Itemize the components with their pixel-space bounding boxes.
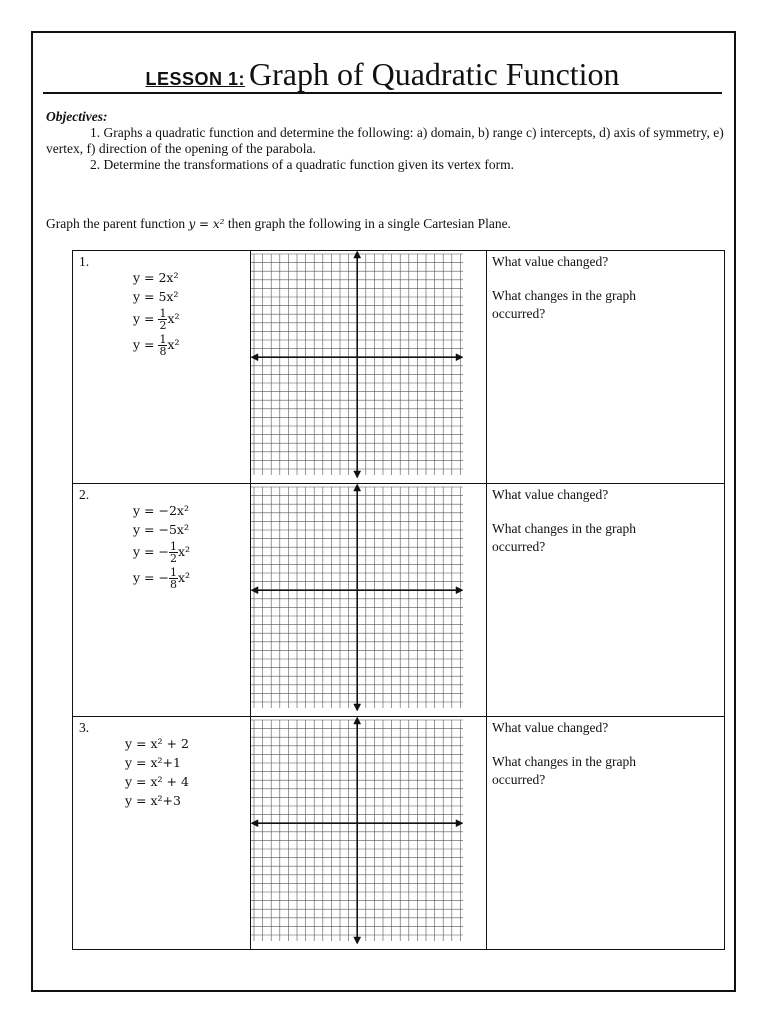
- fraction-denominator: 8: [159, 345, 167, 358]
- objectives-section: [46, 109, 726, 173]
- equation-list: [73, 268, 250, 358]
- equation-prefix: y = −: [133, 570, 169, 585]
- question-graph-changes: What changes in the graph occurred?: [492, 754, 636, 787]
- question-value-changed: What value changed?: [492, 720, 609, 735]
- equation: y = 2x²: [133, 270, 179, 285]
- question-value-changed: What value changed?: [492, 487, 609, 502]
- objective-2: 2. Determine the transformations of a quadratic function given its vertex form.: [90, 157, 514, 172]
- equation-list: [73, 501, 250, 591]
- equation-prefix: y =: [133, 311, 159, 326]
- question-value-changed: What value changed?: [492, 254, 609, 269]
- instruction-before: Graph the parent function: [46, 216, 186, 231]
- exercise-row: [73, 251, 725, 484]
- fraction: [169, 541, 178, 564]
- equations-cell: [73, 717, 251, 950]
- axis-arrow: [456, 820, 463, 827]
- lesson-label: LESSON 1:: [145, 69, 245, 89]
- axis-arrow: [354, 484, 361, 491]
- equation: y = x² + 2: [125, 736, 189, 751]
- fraction-denominator: 8: [169, 578, 177, 591]
- questions-cell: [487, 484, 725, 717]
- equations-cell: [73, 251, 251, 484]
- equation: y = −5x²: [133, 522, 189, 537]
- axis-arrow: [456, 354, 463, 361]
- questions-cell: [487, 717, 725, 950]
- equation: y = x²+3: [125, 793, 181, 808]
- exercise-row: [73, 484, 725, 717]
- axis-arrow: [354, 717, 361, 724]
- fraction-numerator: 1: [169, 540, 177, 553]
- instruction: [46, 216, 511, 232]
- cartesian-grid[interactable]: [251, 717, 463, 949]
- equation: y = −2x²: [133, 503, 189, 518]
- axes: [251, 484, 463, 711]
- exercise-table: [72, 250, 725, 950]
- equation: y = 5x²: [133, 289, 179, 304]
- item-number: 3.: [79, 720, 90, 735]
- graph-cell: [251, 484, 487, 717]
- equation-suffix: x²: [177, 544, 191, 559]
- axis-arrow: [456, 587, 463, 594]
- equation-list: [73, 734, 250, 810]
- equation: [133, 306, 250, 332]
- axis-arrow: [354, 937, 361, 944]
- equation: [133, 332, 250, 358]
- fraction-numerator: 1: [169, 566, 177, 579]
- axis-arrow: [354, 251, 361, 258]
- equation-prefix: y =: [133, 337, 159, 352]
- axis-arrow: [251, 587, 258, 594]
- graph-cell: [251, 717, 487, 950]
- lesson-title-text: Graph of Quadratic Function: [248, 56, 620, 92]
- fraction-denominator: 2: [159, 319, 167, 332]
- cartesian-grid[interactable]: [251, 251, 463, 483]
- item-number: 2.: [79, 487, 90, 502]
- equation: [133, 565, 250, 591]
- fraction-numerator: 1: [159, 307, 167, 320]
- instruction-after: then graph the following in a single Cartesian Plane.: [227, 216, 511, 231]
- graph-cell: [251, 251, 487, 484]
- objective-1: [46, 125, 726, 157]
- fraction-numerator: 1: [159, 333, 167, 346]
- axes: [251, 717, 463, 944]
- fraction-denominator: 2: [169, 552, 177, 565]
- question-graph-changes: What changes in the graph occurred?: [492, 288, 636, 321]
- axis-arrow: [251, 820, 258, 827]
- objective-1-text: 1. Graphs a quadratic function and determine the following: a) domain, b) range c) intercepts, d) axis of symmetry, e) vertex, f) direction of the opening of the parabola.: [46, 125, 724, 156]
- exercise-row: [73, 717, 725, 950]
- objectives-heading: Objectives:: [46, 109, 108, 124]
- equation-suffix: x²: [177, 570, 191, 585]
- axis-arrow: [354, 471, 361, 478]
- title-underline: [43, 92, 722, 94]
- question-graph-changes: What changes in the graph occurred?: [492, 521, 636, 554]
- equation: y = x²+1: [125, 755, 181, 770]
- lesson-title: [43, 56, 722, 96]
- axes: [251, 251, 463, 478]
- equation: [133, 539, 250, 565]
- questions-cell: [487, 251, 725, 484]
- axis-arrow: [354, 704, 361, 711]
- equations-cell: [73, 484, 251, 717]
- equation-suffix: x²: [167, 337, 180, 352]
- axis-arrow: [251, 354, 258, 361]
- equation-prefix: y = −: [133, 544, 169, 559]
- cartesian-grid[interactable]: [251, 484, 463, 716]
- item-number: 1.: [79, 254, 90, 269]
- equation: y = x² + 4: [125, 774, 189, 789]
- instruction-formula: y = x²: [188, 217, 225, 231]
- equation-suffix: x²: [167, 311, 180, 326]
- fraction: [169, 567, 178, 590]
